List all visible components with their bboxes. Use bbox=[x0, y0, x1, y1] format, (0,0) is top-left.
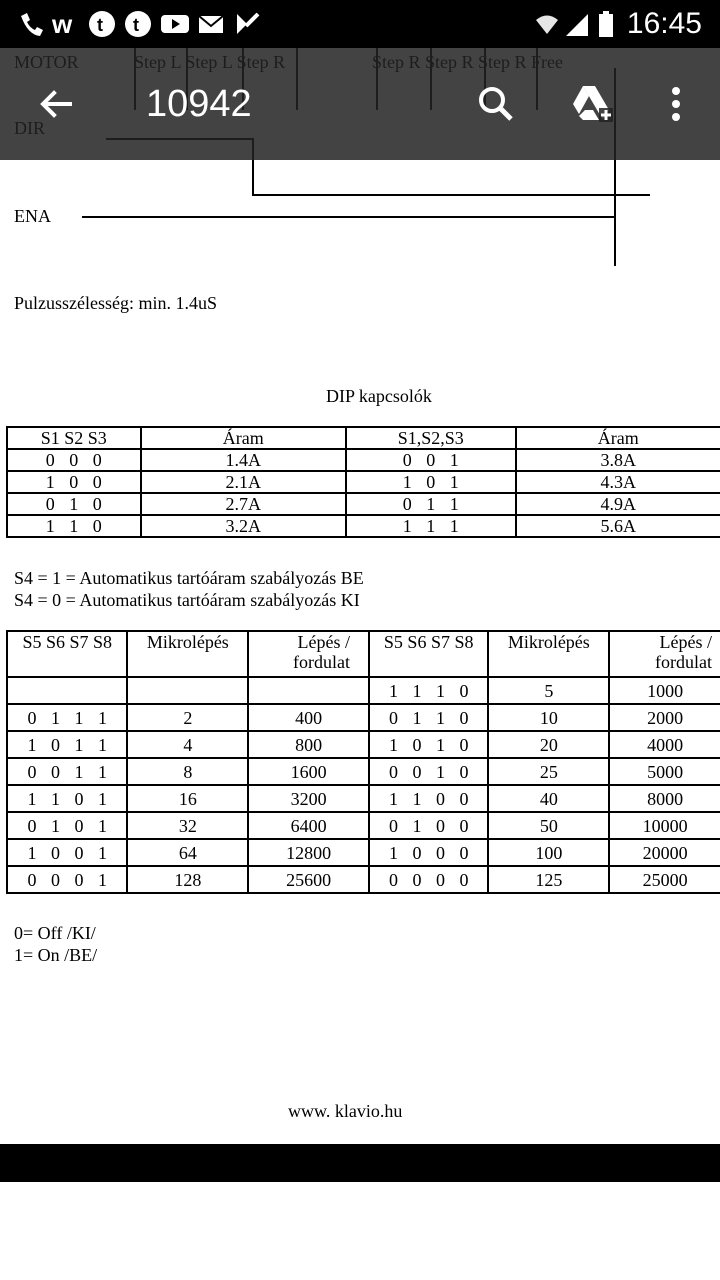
mail-icon bbox=[198, 10, 224, 38]
table-header: S5 S6 S7 S8 bbox=[7, 631, 127, 677]
table-header: Áram bbox=[516, 427, 720, 449]
table-cell: 400 bbox=[248, 704, 369, 731]
table-row bbox=[7, 515, 720, 537]
table-cell: 25 bbox=[488, 758, 609, 785]
table-cell: 1 1 0 0 bbox=[369, 785, 488, 812]
table-cell: 0 0 1 0 bbox=[369, 758, 488, 785]
dip-switch-title: DIP kapcsolók bbox=[326, 386, 432, 406]
search-icon bbox=[476, 84, 516, 124]
table-cell: 1 0 0 0 bbox=[369, 839, 488, 866]
table-cell: 0 0 0 1 bbox=[7, 866, 127, 893]
table-cell: 1000 bbox=[609, 677, 720, 704]
table-cell: 100 bbox=[488, 839, 609, 866]
legend-off: 0= Off /KI/ bbox=[14, 923, 96, 943]
table-row bbox=[7, 677, 720, 704]
table-cell: 0 1 0 bbox=[7, 493, 141, 515]
table-cell: 800 bbox=[248, 731, 369, 758]
table-cell: 0 1 0 1 bbox=[7, 812, 127, 839]
table-cell: 20 bbox=[488, 731, 609, 758]
document-title: 10942 bbox=[146, 83, 252, 125]
wifi-icon bbox=[534, 10, 560, 38]
viewer-toolbar bbox=[0, 48, 720, 160]
tumblr-icon bbox=[88, 10, 116, 38]
table-cell: 10 bbox=[488, 704, 609, 731]
microstep-table bbox=[6, 630, 720, 894]
table-cell: 4.9A bbox=[516, 493, 720, 515]
table-cell: 1.4A bbox=[141, 449, 346, 471]
table-cell: 1 1 1 bbox=[346, 515, 516, 537]
table-cell: 0 0 0 0 bbox=[369, 866, 488, 893]
table-cell bbox=[248, 677, 369, 704]
table-cell: 4.3A bbox=[516, 471, 720, 493]
status-bar bbox=[0, 0, 720, 48]
table-cell: 25000 bbox=[609, 866, 720, 893]
table-cell: 4 bbox=[127, 731, 248, 758]
table-row bbox=[7, 758, 720, 785]
s4-description-be: S4 = 1 = Automatikus tartóáram szabályozás BE bbox=[14, 568, 364, 588]
table-cell: 1 0 0 1 bbox=[7, 839, 127, 866]
table-cell: 0 1 1 bbox=[346, 493, 516, 515]
tumblr-icon bbox=[124, 10, 152, 38]
clock: 16:45 bbox=[626, 7, 702, 40]
table-cell: 50 bbox=[488, 812, 609, 839]
table-row bbox=[7, 704, 720, 731]
youtube-icon bbox=[160, 10, 190, 38]
table-cell: 20000 bbox=[609, 839, 720, 866]
table-cell: 0 0 1 bbox=[346, 449, 516, 471]
s4-description-ki: S4 = 0 = Automatikus tartóáram szabályozás KI bbox=[14, 590, 360, 610]
table-cell: 2 bbox=[127, 704, 248, 731]
table-header-row bbox=[7, 427, 720, 449]
table-cell: 0 1 1 0 bbox=[369, 704, 488, 731]
add-to-drive-button[interactable] bbox=[564, 76, 620, 132]
table-cell: 16 bbox=[127, 785, 248, 812]
table-cell: 3.8A bbox=[516, 449, 720, 471]
document-page[interactable] bbox=[0, 48, 720, 1144]
table-header: S1,S2,S3 bbox=[346, 427, 516, 449]
table-row bbox=[7, 785, 720, 812]
svg-text:t: t bbox=[133, 15, 139, 35]
table-header: Mikrolépés bbox=[488, 631, 609, 677]
table-cell: 1600 bbox=[248, 758, 369, 785]
table-cell: 25600 bbox=[248, 866, 369, 893]
signal-icon bbox=[564, 10, 590, 38]
gplay-icon bbox=[234, 10, 260, 38]
table-cell: 0 0 0 bbox=[7, 449, 141, 471]
table-cell bbox=[7, 677, 127, 704]
table-cell: 1 0 1 bbox=[346, 471, 516, 493]
table-cell: 32 bbox=[127, 812, 248, 839]
table-cell: 0 1 0 0 bbox=[369, 812, 488, 839]
add-to-drive-icon bbox=[569, 84, 615, 124]
table-cell: 1 0 0 bbox=[7, 471, 141, 493]
search-button[interactable] bbox=[468, 76, 524, 132]
table-cell bbox=[127, 677, 248, 704]
table-cell: 5.6A bbox=[516, 515, 720, 537]
dir-signal-line bbox=[252, 194, 650, 196]
footer-url: www. klavio.hu bbox=[288, 1101, 403, 1121]
table-header: S5 S6 S7 S8 bbox=[369, 631, 488, 677]
table-cell: 64 bbox=[127, 839, 248, 866]
table-header-row bbox=[7, 631, 720, 677]
table-cell: 12800 bbox=[248, 839, 369, 866]
table-row bbox=[7, 471, 720, 493]
table-header: Mikrolépés bbox=[127, 631, 248, 677]
table-cell: 2.7A bbox=[141, 493, 346, 515]
table-cell: 0 0 1 1 bbox=[7, 758, 127, 785]
table-row bbox=[7, 493, 720, 515]
table-cell: 1 0 1 1 bbox=[7, 731, 127, 758]
wordpress-icon bbox=[50, 10, 82, 38]
more-options-button[interactable] bbox=[648, 76, 704, 132]
table-row bbox=[7, 449, 720, 471]
table-cell: 0 1 1 1 bbox=[7, 704, 127, 731]
table-cell: 2000 bbox=[609, 704, 720, 731]
table-cell: 1 1 1 0 bbox=[369, 677, 488, 704]
svg-text:t: t bbox=[97, 15, 103, 35]
table-cell: 2.1A bbox=[141, 471, 346, 493]
table-row bbox=[7, 866, 720, 893]
back-button[interactable] bbox=[28, 76, 84, 132]
more-vert-icon bbox=[670, 84, 682, 124]
ena-label: ENA bbox=[14, 206, 51, 226]
table-cell: 8 bbox=[127, 758, 248, 785]
table-cell: 3200 bbox=[248, 785, 369, 812]
table-row bbox=[7, 839, 720, 866]
page-bottom-strip bbox=[0, 1144, 720, 1182]
table-cell: 4000 bbox=[609, 731, 720, 758]
phone-missed-icon bbox=[18, 10, 44, 38]
table-header: Lépés / fordulat bbox=[609, 631, 720, 677]
table-cell: 3.2A bbox=[141, 515, 346, 537]
table-header: Áram bbox=[141, 427, 346, 449]
table-cell: 10000 bbox=[609, 812, 720, 839]
table-cell: 128 bbox=[127, 866, 248, 893]
table-cell: 5 bbox=[488, 677, 609, 704]
table-cell: 1 1 0 1 bbox=[7, 785, 127, 812]
current-table bbox=[6, 426, 720, 538]
svg-text:w: w bbox=[52, 10, 73, 38]
table-cell: 8000 bbox=[609, 785, 720, 812]
legend-on: 1= On /BE/ bbox=[14, 945, 98, 965]
ena-signal-line bbox=[82, 216, 616, 218]
pulse-width-text: Pulzusszélesség: min. 1.4uS bbox=[14, 293, 217, 313]
table-row bbox=[7, 812, 720, 839]
table-cell: 1 0 1 0 bbox=[369, 731, 488, 758]
table-cell: 6400 bbox=[248, 812, 369, 839]
table-cell: 1 1 0 bbox=[7, 515, 141, 537]
battery-icon bbox=[598, 10, 614, 38]
table-header: Lépés / fordulat bbox=[248, 631, 369, 677]
table-header: S1 S2 S3 bbox=[7, 427, 141, 449]
table-cell: 125 bbox=[488, 866, 609, 893]
back-arrow-icon bbox=[36, 84, 76, 124]
table-cell: 5000 bbox=[609, 758, 720, 785]
table-row bbox=[7, 731, 720, 758]
table-cell: 40 bbox=[488, 785, 609, 812]
